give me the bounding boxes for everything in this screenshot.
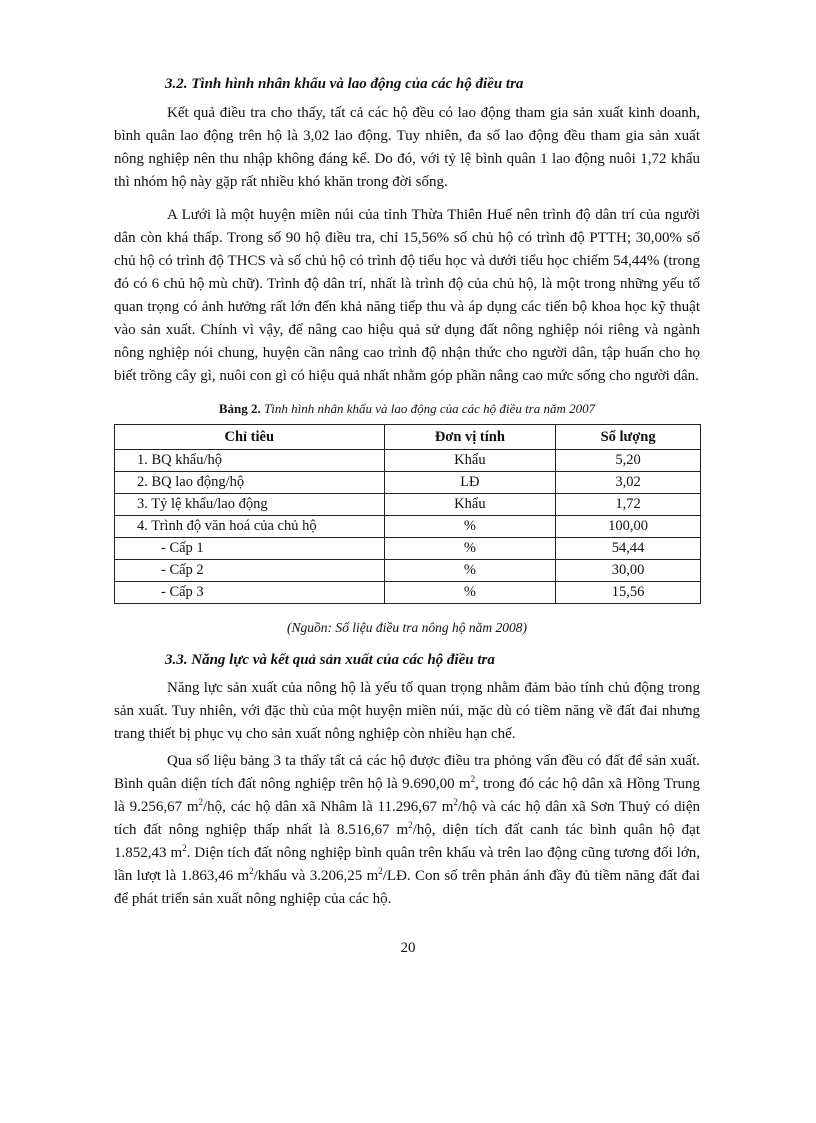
superscript: 2 — [408, 820, 413, 830]
text-run: Qua số liệu bảng 3 ta thấy tất cả các hộ được điều tra phỏng vấn đều có đất để sản xuất. Bình quân diện tích đất nông nghiệp trên hộ là 9.690,00 m — [114, 753, 700, 792]
header-value: Số lượng — [556, 425, 701, 450]
superscript: 2 — [249, 866, 254, 876]
table-row — [115, 450, 701, 472]
text-run: /hộ, các hộ dân xã Nhâm là 11.296,67 m — [203, 799, 454, 815]
table-2-source: (Nguồn: Số liệu điều tra nông hộ năm 2008) — [287, 620, 527, 635]
row-value: 54,44 — [556, 538, 701, 560]
section-3-2-paragraph-2: A Lưới là một huyện miền núi của tỉnh Thừa Thiên Huế nên trình độ dân trí của người dân còn khá thấp. Trong số 90 hộ điều tra, chỉ 15,56% số chủ hộ có trình độ PTTH; 30,00% số chủ hộ có trình độ THCS và số chủ hộ có trình độ tiểu học và dưới tiểu học chiếm 54,44% (trong đó có 6 chủ hộ mù chữ). Trình độ dân trí, nhất là trình độ của chủ hộ, là một trong những yếu tố quan trọng có ảnh hưởng rất lớn đến khả năng tiếp thu và áp dụng các tiến bộ khoa học kỹ thuật vào sản xuất. Chính vì vậy, để nâng cao hiệu quả sử dụng đất nông nghiệp nói riêng và ngành nông nghiệp nói chung, huyện cần nâng cao trình độ nhận thức cho người dân, tập huấn cho họ biết trồng cây gì, nuôi con gì có hiệu quả nhất nhằm góp phần nâng cao mức sống cho người dân. — [114, 207, 700, 384]
row-unit: % — [384, 582, 556, 604]
row-indicator: - Cấp 3 — [115, 582, 385, 604]
superscript: 2 — [453, 797, 458, 807]
row-value: 15,56 — [556, 582, 701, 604]
superscript: 2 — [198, 797, 204, 807]
row-indicator: 2. BQ lao động/hộ — [115, 472, 385, 494]
row-unit: Khẩu — [384, 450, 556, 472]
row-value: 1,72 — [556, 494, 701, 516]
table-row — [115, 494, 701, 516]
text-run: /hộ và các hộ dân xã Sơn Thuỷ có diện tích đất nông nghiệp thấp nhất là 8.516,67 m — [114, 799, 700, 838]
row-indicator: 1. BQ khẩu/hộ — [115, 450, 385, 472]
superscript: 2 — [470, 774, 476, 784]
row-indicator: 3. Tỷ lệ khẩu/lao động — [115, 494, 385, 516]
text-run: /khẩu và 3.206,25 m — [253, 868, 379, 884]
section-3-3-paragraph-2 — [114, 750, 700, 911]
row-unit: % — [384, 538, 556, 560]
header-unit: Đơn vị tính — [384, 425, 556, 450]
row-indicator: 4. Trình độ văn hoá của chủ hộ — [115, 516, 385, 538]
table-row — [115, 582, 701, 604]
row-value: 3,02 — [556, 472, 701, 494]
row-value: 5,20 — [556, 450, 701, 472]
table-row — [115, 472, 701, 494]
superscript: 2 — [182, 843, 187, 853]
section-3-2-paragraph-1: Kết quả điều tra cho thấy, tất cả các hộ đều có lao động tham gia sản xuất kinh doanh, bình quân lao động trên hộ là 3,02 lao động. Tuy nhiên, đa số lao động đều tham gia sản xuất nông nghiệp nên thu nhập không đáng kể. Do đó, với tỷ lệ bình quân 1 lao động nuôi 1,72 khẩu thì nhóm hộ này gặp rất nhiều khó khăn trong đời sống. — [114, 105, 700, 190]
table-row — [115, 538, 701, 560]
table-2-caption — [114, 401, 700, 417]
row-unit: Khẩu — [384, 494, 556, 516]
header-indicator: Chỉ tiêu — [115, 425, 385, 450]
text-run: , trong đó các hộ dân xã Hồng Trung là 9.256,67 m — [114, 776, 700, 815]
table-row — [115, 560, 701, 582]
row-value: 30,00 — [556, 560, 701, 582]
section-3-2-heading: 3.2. Tình hình nhân khẩu và lao động của các hộ điều tra — [165, 76, 524, 92]
page-number: 20 — [400, 940, 416, 956]
section-3-3-heading: 3.3. Năng lực và kết quả sản xuất của các hộ điều tra — [165, 652, 495, 668]
superscript: 2 — [378, 866, 383, 876]
text-run: /hộ, diện tích đất canh tác bình quân hộ đạt 1.852,43 m — [114, 822, 700, 861]
table-2-caption-label: Bảng 2. — [218, 401, 261, 416]
section-3-3-paragraph-1: Năng lực sản xuất của nông hộ là yếu tố quan trọng nhằm đảm bảo tính chủ động trong sản xuất. Tuy nhiên, với đặc thù của một huyện miền núi, mặc dù có tiềm năng về đất đai nhưng trang thiết bị phục vụ cho sản xuất nông nghiệp còn nhiều hạn chế. — [114, 680, 700, 742]
table-row — [115, 516, 701, 538]
table-header-row — [115, 425, 701, 450]
row-unit: % — [384, 516, 556, 538]
text-run: /LĐ. Con số trên phản ánh đầy đủ tiềm năng đất đai để phát triển sản xuất nông nghiệp của các hộ. — [114, 868, 700, 907]
table-2 — [114, 424, 701, 604]
table-2-caption-text: Tình hình nhân khẩu và lao động của các hộ điều tra năm 2007 — [264, 401, 596, 416]
row-indicator: - Cấp 2 — [115, 560, 385, 582]
row-unit: % — [384, 560, 556, 582]
text-run: . Diện tích đất nông nghiệp bình quân trên khẩu và trên lao động cũng tương đối lớn, lần lượt là 1.863,46 m — [114, 845, 700, 884]
row-value: 100,00 — [556, 516, 701, 538]
row-indicator: - Cấp 1 — [115, 538, 385, 560]
row-unit: LĐ — [384, 472, 556, 494]
